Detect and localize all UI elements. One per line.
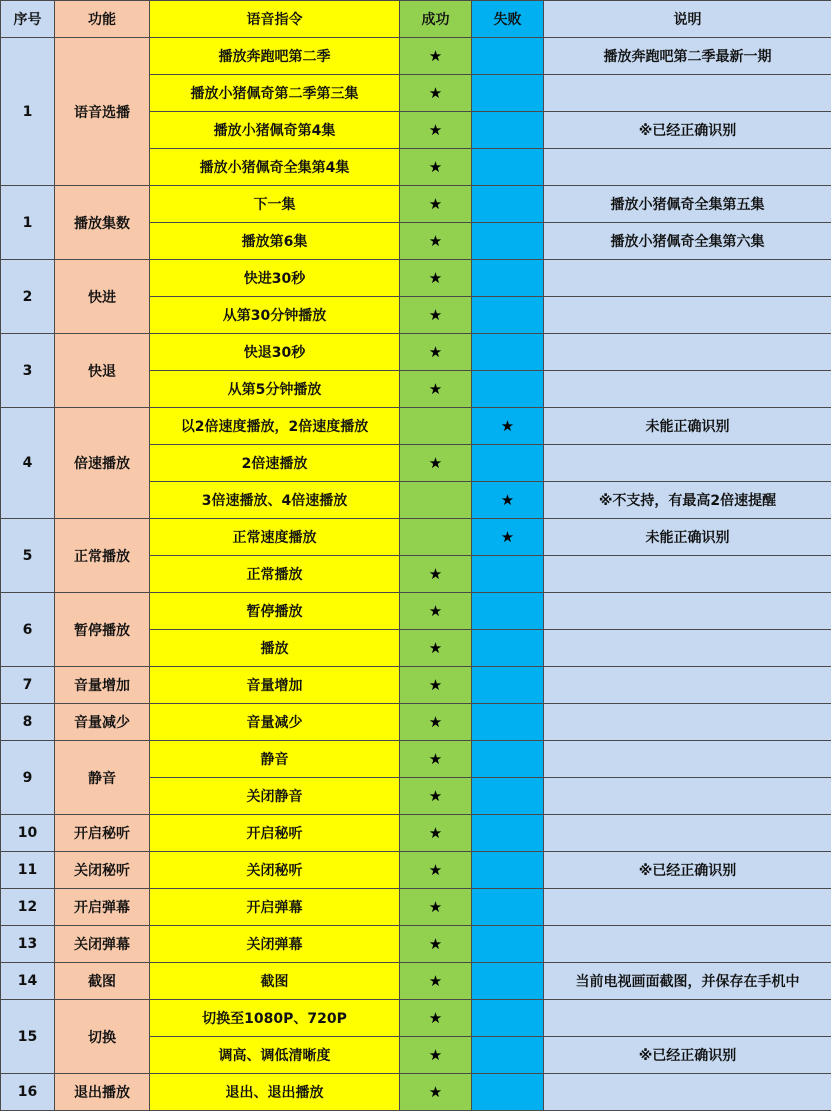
success-star-icon: ★ bbox=[428, 195, 443, 213]
function-cell: 倍速播放 bbox=[55, 408, 150, 519]
success-cell bbox=[400, 667, 472, 704]
failure-cell bbox=[472, 556, 544, 593]
function-cell: 关闭秘听 bbox=[55, 852, 150, 889]
function-cell: 语音选播 bbox=[55, 38, 150, 186]
failure-cell bbox=[472, 852, 544, 889]
success-star-icon: ★ bbox=[428, 713, 443, 731]
table-body bbox=[1, 38, 831, 1111]
failure-cell bbox=[472, 482, 544, 519]
voice-command-cell: 从第5分钟播放 bbox=[150, 371, 400, 408]
failure-cell bbox=[472, 297, 544, 334]
note-cell: 当前电视画面截图，并保存在手机中 bbox=[544, 963, 831, 1000]
success-cell bbox=[400, 519, 472, 556]
success-cell bbox=[400, 815, 472, 852]
voice-command-cell: 播放小猪佩奇第二季第三集 bbox=[150, 75, 400, 112]
success-cell bbox=[400, 482, 472, 519]
note-cell bbox=[544, 630, 831, 667]
failure-cell bbox=[472, 741, 544, 778]
table-row bbox=[1, 186, 831, 223]
success-star-icon: ★ bbox=[428, 861, 443, 879]
table-row bbox=[1, 704, 831, 741]
failure-cell bbox=[472, 889, 544, 926]
voice-command-cell: 暂停播放 bbox=[150, 593, 400, 630]
row-index: 8 bbox=[1, 704, 55, 741]
failure-cell bbox=[472, 704, 544, 741]
function-cell: 关闭弹幕 bbox=[55, 926, 150, 963]
success-star-icon: ★ bbox=[428, 676, 443, 694]
failure-cell bbox=[472, 1074, 544, 1111]
header-index: 序号 bbox=[1, 1, 55, 38]
failure-cell bbox=[472, 1037, 544, 1074]
failure-cell bbox=[472, 186, 544, 223]
table-row bbox=[1, 889, 831, 926]
voice-command-cell: 关闭弹幕 bbox=[150, 926, 400, 963]
failure-cell bbox=[472, 38, 544, 75]
header-note: 说明 bbox=[544, 1, 831, 38]
failure-cell bbox=[472, 1000, 544, 1037]
success-cell bbox=[400, 334, 472, 371]
success-cell bbox=[400, 38, 472, 75]
failure-star-icon: ★ bbox=[500, 417, 515, 435]
header-failure: 失败 bbox=[472, 1, 544, 38]
function-cell: 暂停播放 bbox=[55, 593, 150, 667]
success-cell bbox=[400, 297, 472, 334]
success-cell bbox=[400, 445, 472, 482]
function-cell: 截图 bbox=[55, 963, 150, 1000]
voice-command-cell: 快退30秒 bbox=[150, 334, 400, 371]
header-success: 成功 bbox=[400, 1, 472, 38]
table-row bbox=[1, 1000, 831, 1037]
success-cell bbox=[400, 1037, 472, 1074]
voice-command-cell: 开启弹幕 bbox=[150, 889, 400, 926]
note-cell: 播放小猪佩奇全集第五集 bbox=[544, 186, 831, 223]
success-cell bbox=[400, 852, 472, 889]
row-index: 2 bbox=[1, 260, 55, 334]
function-cell: 开启弹幕 bbox=[55, 889, 150, 926]
note-cell: 播放奔跑吧第二季最新一期 bbox=[544, 38, 831, 75]
success-cell bbox=[400, 408, 472, 445]
function-cell: 开启秘听 bbox=[55, 815, 150, 852]
function-cell: 音量增加 bbox=[55, 667, 150, 704]
success-cell bbox=[400, 223, 472, 260]
success-cell bbox=[400, 1074, 472, 1111]
failure-cell bbox=[472, 371, 544, 408]
failure-cell bbox=[472, 963, 544, 1000]
note-cell bbox=[544, 75, 831, 112]
note-cell bbox=[544, 1074, 831, 1111]
voice-command-cell: 从第30分钟播放 bbox=[150, 297, 400, 334]
success-star-icon: ★ bbox=[428, 84, 443, 102]
success-cell bbox=[400, 556, 472, 593]
row-index: 7 bbox=[1, 667, 55, 704]
voice-command-cell: 正常速度播放 bbox=[150, 519, 400, 556]
failure-cell bbox=[472, 260, 544, 297]
voice-command-cell: 开启秘听 bbox=[150, 815, 400, 852]
failure-cell bbox=[472, 223, 544, 260]
success-cell bbox=[400, 926, 472, 963]
header-function: 功能 bbox=[55, 1, 150, 38]
success-star-icon: ★ bbox=[428, 47, 443, 65]
success-star-icon: ★ bbox=[428, 787, 443, 805]
table-row bbox=[1, 667, 831, 704]
success-cell bbox=[400, 260, 472, 297]
row-index: 10 bbox=[1, 815, 55, 852]
row-index: 4 bbox=[1, 408, 55, 519]
success-cell bbox=[400, 963, 472, 1000]
success-star-icon: ★ bbox=[428, 232, 443, 250]
note-cell bbox=[544, 149, 831, 186]
row-index: 1 bbox=[1, 38, 55, 186]
note-cell bbox=[544, 445, 831, 482]
success-star-icon: ★ bbox=[428, 972, 443, 990]
function-cell: 静音 bbox=[55, 741, 150, 815]
voice-command-cell: 播放小猪佩奇全集第4集 bbox=[150, 149, 400, 186]
voice-command-cell: 截图 bbox=[150, 963, 400, 1000]
header-row bbox=[1, 1, 831, 38]
table-row bbox=[1, 38, 831, 75]
table-row bbox=[1, 963, 831, 1000]
row-index: 12 bbox=[1, 889, 55, 926]
voice-command-cell: 切换至1080P、720P bbox=[150, 1000, 400, 1037]
function-cell: 播放集数 bbox=[55, 186, 150, 260]
success-star-icon: ★ bbox=[428, 639, 443, 657]
voice-command-cell: 下一集 bbox=[150, 186, 400, 223]
note-cell: ※已经正确识别 bbox=[544, 112, 831, 149]
failure-cell bbox=[472, 149, 544, 186]
success-star-icon: ★ bbox=[428, 898, 443, 916]
note-cell bbox=[544, 1000, 831, 1037]
voice-command-cell: 3倍速播放、4倍速播放 bbox=[150, 482, 400, 519]
function-cell: 退出播放 bbox=[55, 1074, 150, 1111]
row-index: 14 bbox=[1, 963, 55, 1000]
note-cell bbox=[544, 371, 831, 408]
failure-cell bbox=[472, 334, 544, 371]
success-star-icon: ★ bbox=[428, 306, 443, 324]
success-star-icon: ★ bbox=[428, 602, 443, 620]
failure-cell bbox=[472, 593, 544, 630]
note-cell bbox=[544, 260, 831, 297]
table-row bbox=[1, 260, 831, 297]
row-index: 15 bbox=[1, 1000, 55, 1074]
success-cell bbox=[400, 186, 472, 223]
success-star-icon: ★ bbox=[428, 121, 443, 139]
note-cell bbox=[544, 556, 831, 593]
success-star-icon: ★ bbox=[428, 935, 443, 953]
voice-command-cell: 播放第6集 bbox=[150, 223, 400, 260]
table-row bbox=[1, 926, 831, 963]
note-cell: 未能正确识别 bbox=[544, 519, 831, 556]
failure-cell bbox=[472, 75, 544, 112]
voice-command-cell: 正常播放 bbox=[150, 556, 400, 593]
failure-star-icon: ★ bbox=[500, 491, 515, 509]
note-cell bbox=[544, 667, 831, 704]
success-cell bbox=[400, 371, 472, 408]
voice-command-cell: 关闭秘听 bbox=[150, 852, 400, 889]
row-index: 9 bbox=[1, 741, 55, 815]
success-star-icon: ★ bbox=[428, 269, 443, 287]
success-cell bbox=[400, 75, 472, 112]
failure-cell bbox=[472, 519, 544, 556]
voice-command-cell: 播放 bbox=[150, 630, 400, 667]
note-cell bbox=[544, 926, 831, 963]
success-cell bbox=[400, 704, 472, 741]
function-cell: 切换 bbox=[55, 1000, 150, 1074]
failure-cell bbox=[472, 112, 544, 149]
failure-cell bbox=[472, 778, 544, 815]
row-index: 6 bbox=[1, 593, 55, 667]
header-voice-command: 语音指令 bbox=[150, 1, 400, 38]
voice-command-cell: 播放奔跑吧第二季 bbox=[150, 38, 400, 75]
success-cell bbox=[400, 741, 472, 778]
failure-cell bbox=[472, 408, 544, 445]
table-row bbox=[1, 334, 831, 371]
success-cell bbox=[400, 630, 472, 667]
voice-command-cell: 播放小猪佩奇第4集 bbox=[150, 112, 400, 149]
success-star-icon: ★ bbox=[428, 380, 443, 398]
voice-command-cell: 退出、退出播放 bbox=[150, 1074, 400, 1111]
table-row bbox=[1, 815, 831, 852]
function-cell: 快退 bbox=[55, 334, 150, 408]
success-star-icon: ★ bbox=[428, 158, 443, 176]
failure-star-icon: ★ bbox=[500, 528, 515, 546]
table-row bbox=[1, 852, 831, 889]
success-star-icon: ★ bbox=[428, 454, 443, 472]
function-cell: 音量减少 bbox=[55, 704, 150, 741]
note-cell bbox=[544, 297, 831, 334]
row-index: 5 bbox=[1, 519, 55, 593]
failure-cell bbox=[472, 815, 544, 852]
voice-command-cell: 以2倍速度播放，2倍速度播放 bbox=[150, 408, 400, 445]
table-row bbox=[1, 741, 831, 778]
failure-cell bbox=[472, 630, 544, 667]
failure-cell bbox=[472, 445, 544, 482]
table-row bbox=[1, 408, 831, 445]
success-cell bbox=[400, 1000, 472, 1037]
note-cell: ※已经正确识别 bbox=[544, 852, 831, 889]
success-cell bbox=[400, 149, 472, 186]
failure-cell bbox=[472, 926, 544, 963]
note-cell bbox=[544, 334, 831, 371]
voice-command-cell: 2倍速播放 bbox=[150, 445, 400, 482]
success-cell bbox=[400, 778, 472, 815]
failure-cell bbox=[472, 667, 544, 704]
success-star-icon: ★ bbox=[428, 565, 443, 583]
table-row bbox=[1, 519, 831, 556]
note-cell bbox=[544, 704, 831, 741]
function-cell: 快进 bbox=[55, 260, 150, 334]
success-cell bbox=[400, 889, 472, 926]
note-cell: ※不支持，有最高2倍速提醒 bbox=[544, 482, 831, 519]
note-cell bbox=[544, 741, 831, 778]
row-index: 13 bbox=[1, 926, 55, 963]
success-star-icon: ★ bbox=[428, 824, 443, 842]
success-star-icon: ★ bbox=[428, 1009, 443, 1027]
row-index: 3 bbox=[1, 334, 55, 408]
table-row bbox=[1, 593, 831, 630]
success-star-icon: ★ bbox=[428, 750, 443, 768]
note-cell: 未能正确识别 bbox=[544, 408, 831, 445]
note-cell bbox=[544, 593, 831, 630]
success-cell bbox=[400, 593, 472, 630]
voice-command-cell: 关闭静音 bbox=[150, 778, 400, 815]
note-cell bbox=[544, 889, 831, 926]
note-cell: ※已经正确识别 bbox=[544, 1037, 831, 1074]
voice-command-cell: 调高、调低清晰度 bbox=[150, 1037, 400, 1074]
success-star-icon: ★ bbox=[428, 343, 443, 361]
note-cell bbox=[544, 778, 831, 815]
function-cell: 正常播放 bbox=[55, 519, 150, 593]
row-index: 16 bbox=[1, 1074, 55, 1111]
voice-command-cell: 音量增加 bbox=[150, 667, 400, 704]
success-cell bbox=[400, 112, 472, 149]
note-cell bbox=[544, 815, 831, 852]
success-star-icon: ★ bbox=[428, 1046, 443, 1064]
row-index: 1 bbox=[1, 186, 55, 260]
table-row bbox=[1, 1074, 831, 1111]
success-star-icon: ★ bbox=[428, 1083, 443, 1101]
voice-command-cell: 静音 bbox=[150, 741, 400, 778]
voice-command-cell: 快进30秒 bbox=[150, 260, 400, 297]
voice-command-cell: 音量减少 bbox=[150, 704, 400, 741]
note-cell: 播放小猪佩奇全集第六集 bbox=[544, 223, 831, 260]
row-index: 11 bbox=[1, 852, 55, 889]
